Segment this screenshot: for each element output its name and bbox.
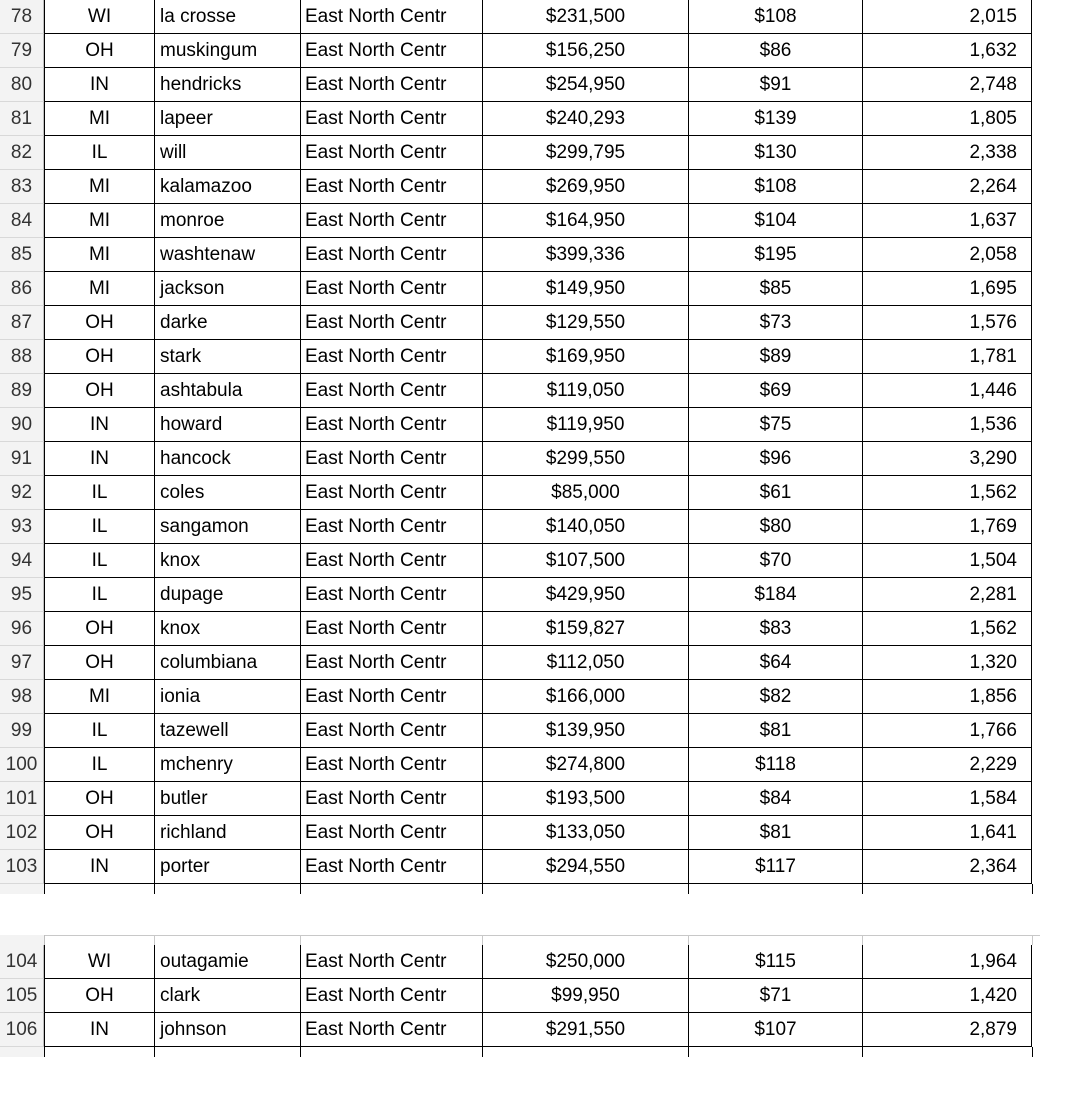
region-cell[interactable]: East North Centr [300, 979, 482, 1013]
table-row [0, 408, 1045, 442]
median-price-cell[interactable]: $269,950 [482, 170, 688, 204]
row-number[interactable]: 99 [0, 714, 44, 748]
sqft-cell[interactable]: 1,504 [862, 544, 1032, 578]
region-cell[interactable]: East North Centr [300, 945, 482, 979]
sqft-cell[interactable]: 1,632 [862, 34, 1032, 68]
price-per-sqft-cell[interactable]: $108 [688, 0, 862, 34]
grid-top-edge [44, 935, 1040, 936]
row-number[interactable]: 104 [0, 945, 44, 979]
row-number[interactable]: 93 [0, 510, 44, 544]
state-cell[interactable]: OH [44, 374, 154, 408]
county-cell[interactable]: hendricks [154, 68, 300, 102]
county-cell[interactable]: porter [154, 850, 300, 884]
gridline-stub [44, 884, 45, 894]
county-cell[interactable]: richland [154, 816, 300, 850]
state-cell[interactable]: IN [44, 1013, 154, 1047]
sqft-cell[interactable]: 1,856 [862, 680, 1032, 714]
gridline-stub [482, 884, 483, 894]
price-per-sqft-cell[interactable]: $85 [688, 272, 862, 306]
region-cell[interactable]: East North Centr [300, 238, 482, 272]
gridline-stub [688, 884, 689, 894]
price-per-sqft-cell[interactable]: $130 [688, 136, 862, 170]
median-price-cell[interactable]: $240,293 [482, 102, 688, 136]
state-cell[interactable]: IL [44, 748, 154, 782]
region-cell[interactable]: East North Centr [300, 34, 482, 68]
state-cell[interactable]: WI [44, 945, 154, 979]
county-cell[interactable]: lapeer [154, 102, 300, 136]
region-cell[interactable]: East North Centr [300, 102, 482, 136]
table-row [0, 306, 1045, 340]
state-cell[interactable]: MI [44, 170, 154, 204]
median-price-cell[interactable]: $85,000 [482, 476, 688, 510]
sqft-cell[interactable]: 1,805 [862, 102, 1032, 136]
sqft-cell[interactable]: 1,576 [862, 306, 1032, 340]
county-cell[interactable]: ashtabula [154, 374, 300, 408]
region-cell[interactable]: East North Centr [300, 850, 482, 884]
table-row [0, 680, 1045, 714]
median-price-cell[interactable]: $119,050 [482, 374, 688, 408]
table-row [0, 34, 1045, 68]
price-per-sqft-cell[interactable]: $107 [688, 1013, 862, 1047]
table-row [0, 1013, 1045, 1047]
region-cell[interactable]: East North Centr [300, 714, 482, 748]
row-number-stub [0, 1047, 45, 1057]
sqft-cell[interactable]: 2,229 [862, 748, 1032, 782]
median-price-cell[interactable]: $291,550 [482, 1013, 688, 1047]
table-row [0, 510, 1045, 544]
price-per-sqft-cell[interactable]: $80 [688, 510, 862, 544]
county-cell[interactable]: mchenry [154, 748, 300, 782]
table-row [0, 782, 1045, 816]
table-row [0, 979, 1045, 1013]
table-row [0, 170, 1045, 204]
price-per-sqft-cell[interactable]: $195 [688, 238, 862, 272]
table-row [0, 340, 1045, 374]
row-number[interactable]: 102 [0, 816, 44, 850]
sqft-cell[interactable]: 1,562 [862, 476, 1032, 510]
gridline-stub [300, 935, 301, 945]
county-cell[interactable]: coles [154, 476, 300, 510]
region-cell[interactable]: East North Centr [300, 748, 482, 782]
row-number[interactable]: 80 [0, 68, 44, 102]
sqft-cell[interactable]: 1,420 [862, 979, 1032, 1013]
gridline-stub [154, 884, 155, 894]
row-number[interactable]: 101 [0, 782, 44, 816]
sqft-cell[interactable]: 1,769 [862, 510, 1032, 544]
region-cell[interactable]: East North Centr [300, 68, 482, 102]
price-per-sqft-cell[interactable]: $117 [688, 850, 862, 884]
table-row [0, 850, 1045, 884]
state-cell[interactable]: IN [44, 68, 154, 102]
region-cell[interactable]: East North Centr [300, 476, 482, 510]
region-cell[interactable]: East North Centr [300, 816, 482, 850]
county-cell[interactable]: columbiana [154, 646, 300, 680]
region-cell[interactable]: East North Centr [300, 510, 482, 544]
row-number[interactable]: 79 [0, 34, 44, 68]
county-cell[interactable]: monroe [154, 204, 300, 238]
table-row [0, 816, 1045, 850]
gridline-stub [154, 1047, 155, 1057]
sqft-cell[interactable]: 1,637 [862, 204, 1032, 238]
row-number[interactable]: 94 [0, 544, 44, 578]
county-cell[interactable]: washtenaw [154, 238, 300, 272]
region-cell[interactable]: East North Centr [300, 272, 482, 306]
table-row [0, 68, 1045, 102]
county-cell[interactable]: la crosse [154, 0, 300, 34]
price-per-sqft-cell[interactable]: $118 [688, 748, 862, 782]
state-cell[interactable]: OH [44, 306, 154, 340]
table-row [0, 544, 1045, 578]
region-cell[interactable]: East North Centr [300, 442, 482, 476]
row-number[interactable]: 86 [0, 272, 44, 306]
sqft-cell[interactable]: 1,320 [862, 646, 1032, 680]
state-cell[interactable]: MI [44, 204, 154, 238]
row-number[interactable]: 106 [0, 1013, 44, 1047]
row-number[interactable]: 90 [0, 408, 44, 442]
median-price-cell[interactable]: $166,000 [482, 680, 688, 714]
sqft-cell[interactable]: 1,766 [862, 714, 1032, 748]
county-cell[interactable]: will [154, 136, 300, 170]
state-cell[interactable]: IL [44, 476, 154, 510]
price-per-sqft-cell[interactable]: $64 [688, 646, 862, 680]
region-cell[interactable]: East North Centr [300, 306, 482, 340]
state-cell[interactable]: OH [44, 646, 154, 680]
state-cell[interactable]: OH [44, 612, 154, 646]
median-price-cell[interactable]: $429,950 [482, 578, 688, 612]
gridline-stub [862, 1047, 863, 1057]
price-per-sqft-cell[interactable]: $91 [688, 68, 862, 102]
table-row [0, 204, 1045, 238]
row-number[interactable]: 95 [0, 578, 44, 612]
state-cell[interactable]: IL [44, 578, 154, 612]
region-cell[interactable]: East North Centr [300, 544, 482, 578]
median-price-cell[interactable]: $299,795 [482, 136, 688, 170]
table-row [0, 714, 1045, 748]
county-cell[interactable]: stark [154, 340, 300, 374]
state-cell[interactable]: IN [44, 408, 154, 442]
region-cell[interactable]: East North Centr [300, 408, 482, 442]
county-cell[interactable]: johnson [154, 1013, 300, 1047]
price-per-sqft-cell[interactable]: $75 [688, 408, 862, 442]
sqft-cell[interactable]: 2,015 [862, 0, 1032, 34]
state-cell[interactable]: OH [44, 340, 154, 374]
region-cell[interactable]: East North Centr [300, 170, 482, 204]
county-cell[interactable]: knox [154, 612, 300, 646]
table-row [0, 612, 1045, 646]
row-number[interactable]: 91 [0, 442, 44, 476]
state-cell[interactable]: IL [44, 510, 154, 544]
price-per-sqft-cell[interactable]: $104 [688, 204, 862, 238]
price-per-sqft-cell[interactable]: $82 [688, 680, 862, 714]
state-cell[interactable]: IL [44, 714, 154, 748]
state-cell[interactable]: OH [44, 816, 154, 850]
region-cell[interactable]: East North Centr [300, 680, 482, 714]
sqft-cell[interactable]: 2,264 [862, 170, 1032, 204]
region-cell[interactable]: East North Centr [300, 340, 482, 374]
row-number[interactable]: 92 [0, 476, 44, 510]
county-cell[interactable]: hancock [154, 442, 300, 476]
county-cell[interactable]: darke [154, 306, 300, 340]
row-number[interactable]: 83 [0, 170, 44, 204]
median-price-cell[interactable]: $140,050 [482, 510, 688, 544]
price-per-sqft-cell[interactable]: $73 [688, 306, 862, 340]
price-per-sqft-cell[interactable]: $83 [688, 612, 862, 646]
row-number[interactable]: 85 [0, 238, 44, 272]
median-price-cell[interactable]: $112,050 [482, 646, 688, 680]
row-number[interactable]: 96 [0, 612, 44, 646]
county-cell[interactable]: knox [154, 544, 300, 578]
row-number[interactable]: 98 [0, 680, 44, 714]
table-row [0, 442, 1045, 476]
median-price-cell[interactable]: $107,500 [482, 544, 688, 578]
sqft-cell[interactable]: 2,281 [862, 578, 1032, 612]
table-row [0, 646, 1045, 680]
price-per-sqft-cell[interactable]: $81 [688, 714, 862, 748]
sqft-cell[interactable]: 1,695 [862, 272, 1032, 306]
table-row [0, 136, 1045, 170]
sqft-cell[interactable]: 2,058 [862, 238, 1032, 272]
sqft-cell[interactable]: 2,364 [862, 850, 1032, 884]
row-number[interactable]: 97 [0, 646, 44, 680]
table-row [0, 945, 1045, 979]
sqft-cell[interactable]: 1,584 [862, 782, 1032, 816]
price-per-sqft-cell[interactable]: $139 [688, 102, 862, 136]
gridline-stub [1032, 1047, 1033, 1057]
sqft-cell[interactable]: 1,781 [862, 340, 1032, 374]
gridline-stub [688, 935, 689, 945]
region-cell[interactable]: East North Centr [300, 578, 482, 612]
median-price-cell[interactable]: $149,950 [482, 272, 688, 306]
sqft-cell[interactable]: 3,290 [862, 442, 1032, 476]
price-per-sqft-cell[interactable]: $96 [688, 442, 862, 476]
county-cell[interactable]: ionia [154, 680, 300, 714]
row-number[interactable]: 103 [0, 850, 44, 884]
median-price-cell[interactable]: $193,500 [482, 782, 688, 816]
price-per-sqft-cell[interactable]: $115 [688, 945, 862, 979]
gridline-stub [300, 1047, 301, 1057]
gridline-stub [300, 884, 301, 894]
state-cell[interactable]: IN [44, 442, 154, 476]
table-row [0, 476, 1045, 510]
county-cell[interactable]: butler [154, 782, 300, 816]
region-cell[interactable]: East North Centr [300, 374, 482, 408]
county-cell[interactable]: kalamazoo [154, 170, 300, 204]
median-price-cell[interactable]: $299,550 [482, 442, 688, 476]
price-per-sqft-cell[interactable]: $89 [688, 340, 862, 374]
sqft-cell[interactable]: 2,338 [862, 136, 1032, 170]
gridline-stub [482, 1047, 483, 1057]
region-cell[interactable]: East North Centr [300, 204, 482, 238]
sqft-cell[interactable]: 1,536 [862, 408, 1032, 442]
table-row [0, 578, 1045, 612]
gridline-stub [482, 935, 483, 945]
price-per-sqft-cell[interactable]: $84 [688, 782, 862, 816]
sqft-cell[interactable]: 2,879 [862, 1013, 1032, 1047]
gridline-stub [1032, 935, 1033, 945]
sqft-cell[interactable]: 1,964 [862, 945, 1032, 979]
state-cell[interactable]: MI [44, 680, 154, 714]
table-row [0, 102, 1045, 136]
sqft-cell[interactable]: 1,446 [862, 374, 1032, 408]
gridline-stub [688, 1047, 689, 1057]
gridline-stub [44, 1047, 45, 1057]
region-cell[interactable]: East North Centr [300, 136, 482, 170]
table-row [0, 238, 1045, 272]
region-cell[interactable]: East North Centr [300, 612, 482, 646]
median-price-cell[interactable]: $254,950 [482, 68, 688, 102]
median-price-cell[interactable]: $294,550 [482, 850, 688, 884]
state-cell[interactable]: MI [44, 238, 154, 272]
county-cell[interactable]: tazewell [154, 714, 300, 748]
state-cell[interactable]: WI [44, 0, 154, 34]
row-number[interactable]: 81 [0, 102, 44, 136]
state-cell[interactable]: IN [44, 850, 154, 884]
county-cell[interactable]: clark [154, 979, 300, 1013]
price-per-sqft-cell[interactable]: $108 [688, 170, 862, 204]
table-row [0, 748, 1045, 782]
state-cell[interactable]: IL [44, 136, 154, 170]
county-cell[interactable]: outagamie [154, 945, 300, 979]
median-price-cell[interactable]: $231,500 [482, 0, 688, 34]
row-number[interactable]: 82 [0, 136, 44, 170]
county-cell[interactable]: dupage [154, 578, 300, 612]
median-price-cell[interactable]: $99,950 [482, 979, 688, 1013]
row-number[interactable]: 84 [0, 204, 44, 238]
median-price-cell[interactable]: $169,950 [482, 340, 688, 374]
row-number[interactable]: 89 [0, 374, 44, 408]
county-cell[interactable]: jackson [154, 272, 300, 306]
state-cell[interactable]: OH [44, 782, 154, 816]
median-price-cell[interactable]: $399,336 [482, 238, 688, 272]
price-per-sqft-cell[interactable]: $184 [688, 578, 862, 612]
state-cell[interactable]: OH [44, 34, 154, 68]
median-price-cell[interactable]: $159,827 [482, 612, 688, 646]
row-number-stub [0, 935, 45, 945]
state-cell[interactable]: MI [44, 272, 154, 306]
state-cell[interactable]: OH [44, 979, 154, 1013]
median-price-cell[interactable]: $119,950 [482, 408, 688, 442]
price-per-sqft-cell[interactable]: $61 [688, 476, 862, 510]
median-price-cell[interactable]: $156,250 [482, 34, 688, 68]
price-per-sqft-cell[interactable]: $86 [688, 34, 862, 68]
region-cell[interactable]: East North Centr [300, 1013, 482, 1047]
region-cell[interactable]: East North Centr [300, 0, 482, 34]
county-cell[interactable]: muskingum [154, 34, 300, 68]
price-per-sqft-cell[interactable]: $71 [688, 979, 862, 1013]
row-number[interactable]: 88 [0, 340, 44, 374]
median-price-cell[interactable]: $164,950 [482, 204, 688, 238]
gridline-stub [154, 935, 155, 945]
gridline-stub [862, 935, 863, 945]
row-number-stub [0, 884, 45, 894]
state-cell[interactable]: MI [44, 102, 154, 136]
median-price-cell[interactable]: $139,950 [482, 714, 688, 748]
county-cell[interactable]: sangamon [154, 510, 300, 544]
row-number[interactable]: 105 [0, 979, 44, 1013]
table-row [0, 374, 1045, 408]
sqft-cell[interactable]: 1,641 [862, 816, 1032, 850]
price-per-sqft-cell[interactable]: $69 [688, 374, 862, 408]
state-cell[interactable]: IL [44, 544, 154, 578]
price-per-sqft-cell[interactable]: $81 [688, 816, 862, 850]
region-cell[interactable]: East North Centr [300, 782, 482, 816]
table-row [0, 0, 1045, 34]
gridline-stub [1032, 884, 1033, 894]
median-price-cell[interactable]: $274,800 [482, 748, 688, 782]
sqft-cell[interactable]: 1,562 [862, 612, 1032, 646]
gridline-stub [862, 884, 863, 894]
median-price-cell[interactable]: $250,000 [482, 945, 688, 979]
table-row [0, 272, 1045, 306]
row-number[interactable]: 78 [0, 0, 44, 34]
region-cell[interactable]: East North Centr [300, 646, 482, 680]
row-number[interactable]: 87 [0, 306, 44, 340]
county-cell[interactable]: howard [154, 408, 300, 442]
median-price-cell[interactable]: $133,050 [482, 816, 688, 850]
sqft-cell[interactable]: 2,748 [862, 68, 1032, 102]
median-price-cell[interactable]: $129,550 [482, 306, 688, 340]
price-per-sqft-cell[interactable]: $70 [688, 544, 862, 578]
row-number[interactable]: 100 [0, 748, 44, 782]
